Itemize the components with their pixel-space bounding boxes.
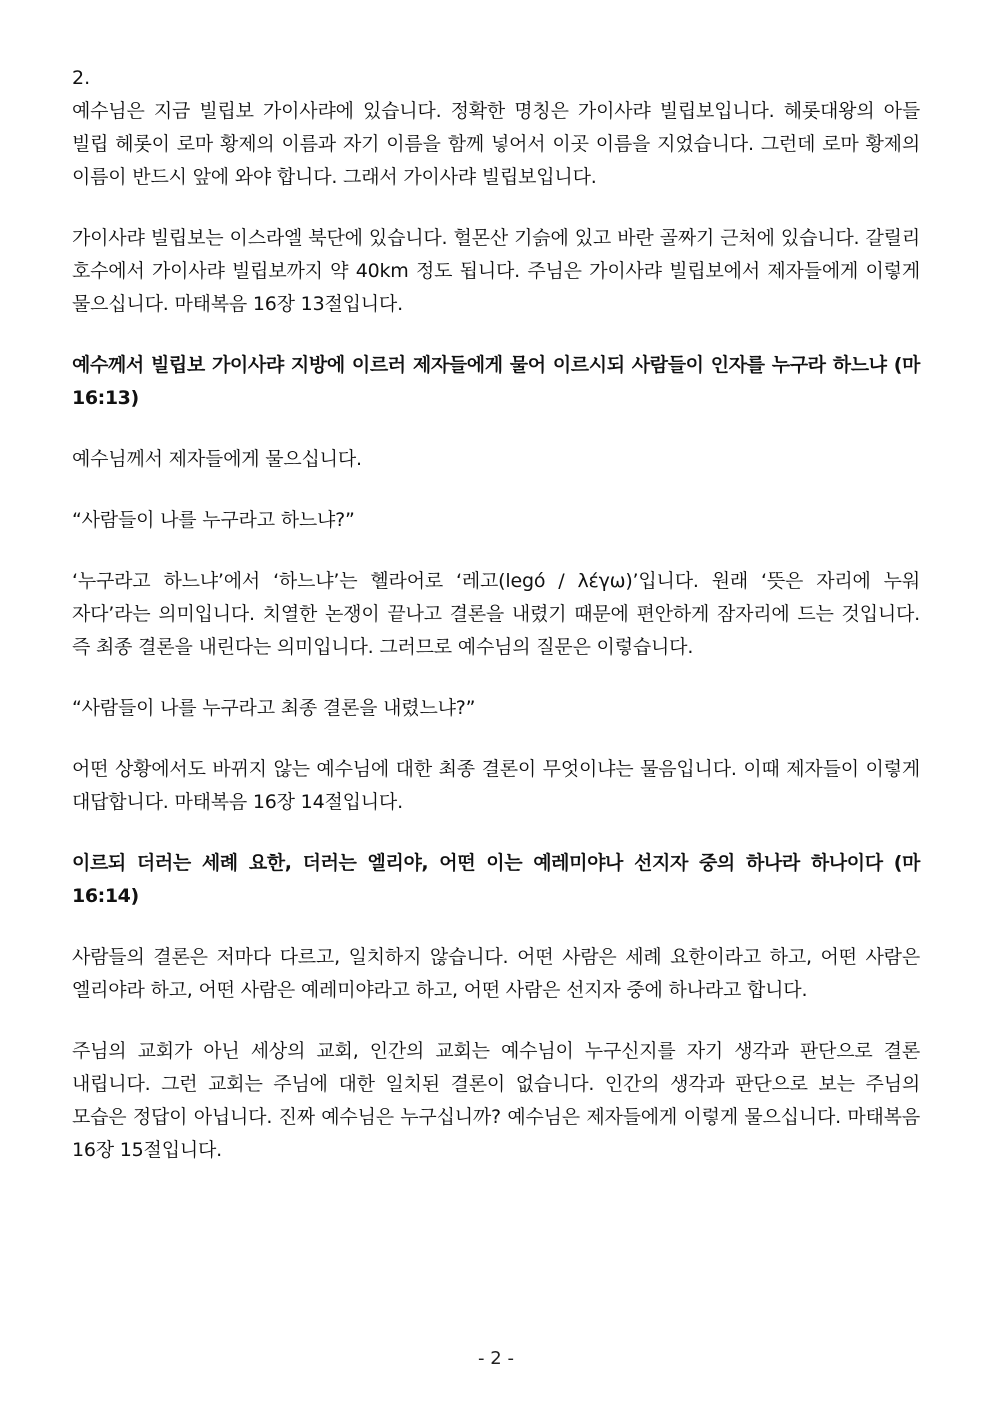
quote-final-conclusion: “사람들이 나를 누구라고 최종 결론을 내렸느냐?”: [72, 697, 476, 719]
bible-verse-matthew-16-13: 예수께서 빌립보 가이사랴 지방에 이르러 제자들에게 물어 이르시되 사람들이 인자를 누구라 하느냐 (마 16:13): [72, 354, 920, 409]
bible-verse-matthew-16-14: 이르되 더러는 세례 요한, 더러는 엘리야, 어떤 이는 예레미야나 선지자 중의 하나라 하나이다 (마 16:14): [72, 852, 920, 907]
paragraph-location-geography: 가이사랴 빌립보는 이스라엘 북단에 있습니다. 헐몬산 기슭에 있고 바란 골짜기 근처에 있습니다. 갈릴리 호수에서 가이사랴 빌립보까지 약 40km 정도 됩니다. 주님은 가이사랴 빌립보에서 제자들에게 이렇게 물으십니다. 마태복음 16장 13절입니다.: [72, 227, 920, 315]
paragraph-jesus-asks: 예수님께서 제자들에게 물으십니다.: [72, 448, 362, 470]
paragraph-peoples-conclusions: 사람들의 결론은 저마다 다르고, 일치하지 않습니다. 어떤 사람은 세례 요한이라고 하고, 어떤 사람은 엘리야라 하고, 어떤 사람은 예레미야라고 하고, 어떤 사람은 선지자 중에 하나라고 합니다.: [72, 946, 920, 1001]
section-number: 2.: [72, 67, 91, 89]
quote-who-do-people-say: “사람들이 나를 누구라고 하느냐?”: [72, 509, 355, 531]
paragraph-worldly-church: 주님의 교회가 아닌 세상의 교회, 인간의 교회는 예수님이 누구신지를 자기 생각과 판단으로 결론 내립니다. 그런 교회는 주님에 대한 일치된 결론이 없습니다. 인간의 생각과 판단으로 보는 주님의 모습은 정답이 아닙니다. 진짜 예수님은 누구십니까? 예수님은 제자들에게 이렇게 물으십니다. 마태복음 16장 15절입니다.: [72, 1040, 920, 1161]
paragraph-disciples-answer: 어떤 상황에서도 바뀌지 않는 예수님에 대한 최종 결론이 무엇이냐는 물음입니다. 이때 제자들이 이렇게 대답합니다. 마태복음 16장 14절입니다.: [72, 758, 920, 813]
paragraph-lego-meaning: ‘누구라고 하느냐’에서 ‘하느냐’는 헬라어로 ‘레고(legó / λέγω)’입니다. 원래 ‘뜻은 자리에 누워 자다’라는 의미입니다. 치열한 논쟁이 끝나고 결론을 내렸기 때문에 편안하게 잠자리에 드는 것입니다. 즉 최종 결론을 내린다는 의미입니다. 그러므로 예수님의 질문은 이렇습니다.: [72, 570, 920, 658]
document-body: [72, 62, 920, 1195]
page-number-footer: - 2 -: [478, 1348, 514, 1369]
paragraph-location-name: 예수님은 지금 빌립보 가이사랴에 있습니다. 정확한 명칭은 가이사랴 빌립보입니다. 헤롯대왕의 아들 빌립 헤롯이 로마 황제의 이름과 자기 이름을 함께 넣어서 이곳 이름을 지었습니다. 그런데 로마 황제의 이름이 반드시 앞에 와야 합니다. 그래서 가이사랴 빌립보입니다.: [72, 100, 920, 188]
